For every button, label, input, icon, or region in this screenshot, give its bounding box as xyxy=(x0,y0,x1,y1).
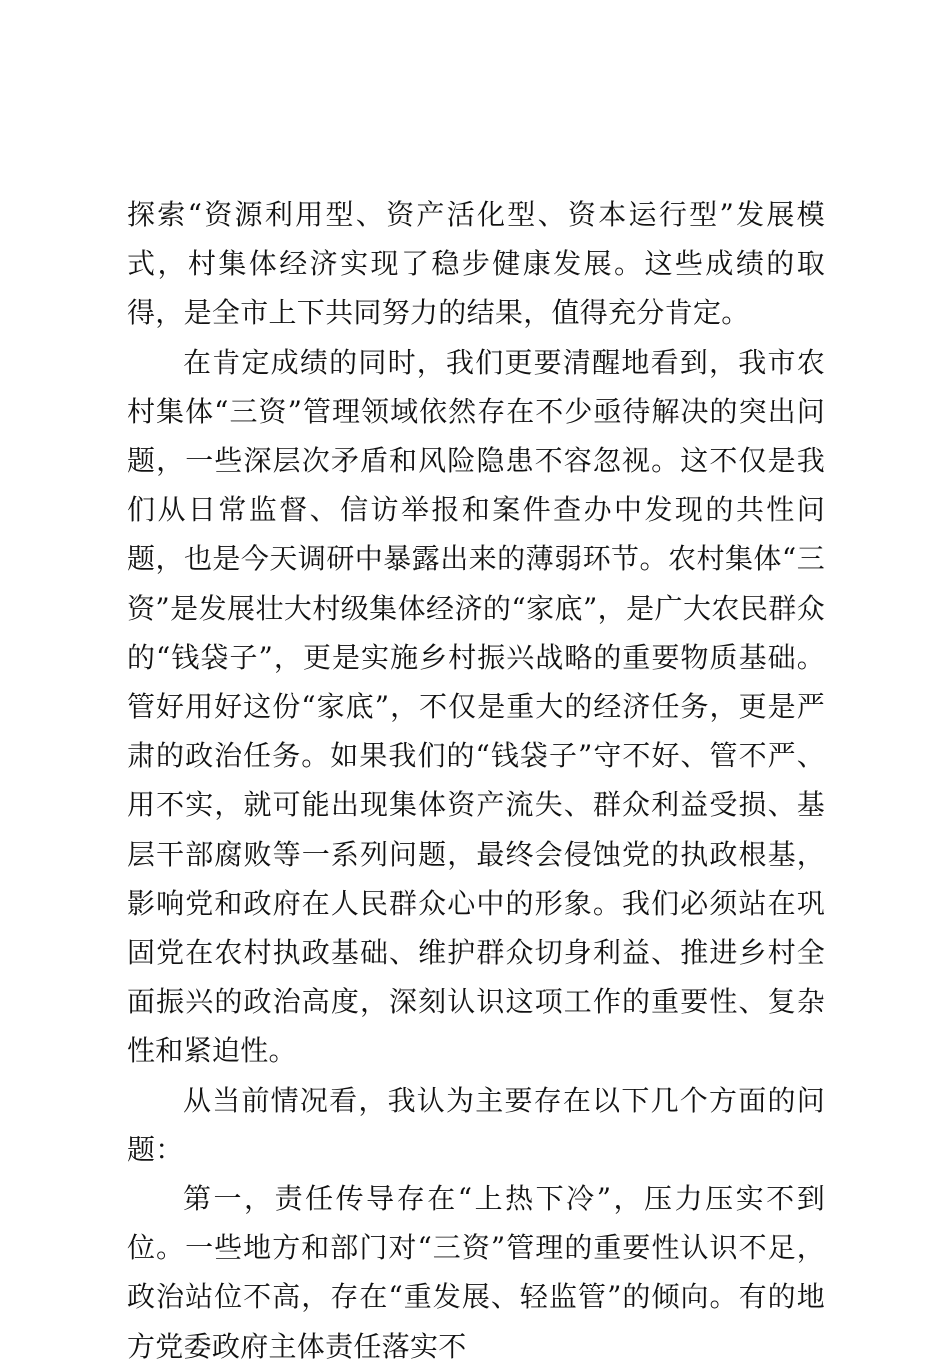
paragraph-4: 第一，责任传导存在“上热下冷”，压力压实不到位。一些地方和部门对“三资”管理的重要性认识不足，政治站位不高，存在“重发展、轻监管”的倾向。有的地方党委政府主体责任落实不 xyxy=(127,1182,825,1363)
body-text xyxy=(127,190,825,1371)
paragraph-1: 探索“资源利用型、资产活化型、资本运行型”发展模式，村集体经济实现了稳步健康发展。这些成绩的取得，是全市上下共同努力的结果，值得充分肯定。 xyxy=(127,198,825,330)
paragraph-3: 从当前情况看，我认为主要存在以下几个方面的问题： xyxy=(127,1083,825,1166)
paragraph-2: 在肯定成绩的同时，我们更要清醒地看到，我市农村集体“三资”管理领域依然存在不少亟待解决的突出问题，一些深层次矛盾和风险隐患不容忽视。这不仅是我们从日常监督、信访举报和案件查办中发现的共性问题，也是今天调研中暴露出来的薄弱环节。农村集体“三资”是发展壮大村级集体经济的“家底”，是广大农民群众的“钱袋子”，更是实施乡村振兴战略的重要物质基础。管好用好这份“家底”，不仅是重大的经济任务，更是严肃的政治任务。如果我们的“钱袋子”守不好、管不严、用不实，就可能出现集体资产流失、群众利益受损、基层干部腐败等一系列问题，最终会侵蚀党的执政根基，影响党和政府在人民群众心中的形象。我们必须站在巩固党在农村执政基础、维护群众切身利益、推进乡村全面振兴的政治高度，深刻认识这项工作的重要性、复杂性和紧迫性。 xyxy=(127,345,825,1068)
